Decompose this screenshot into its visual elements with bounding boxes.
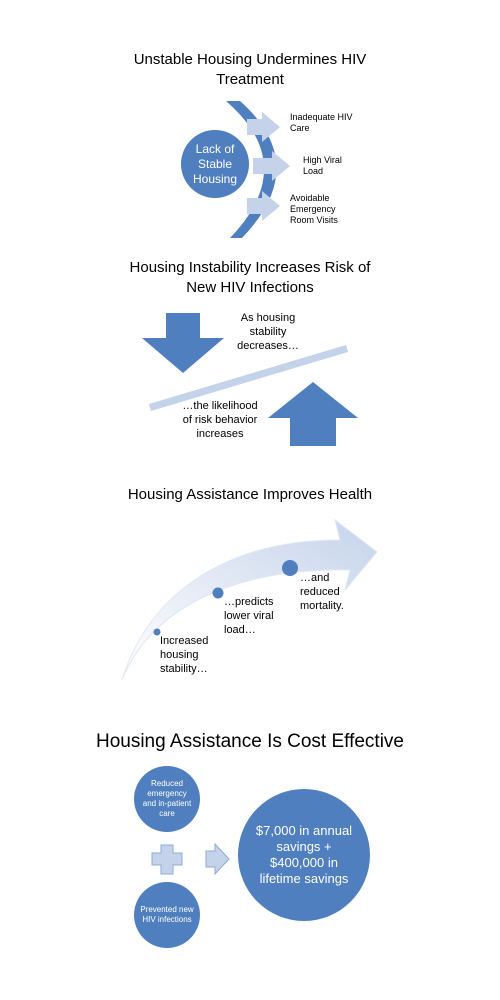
section3-title: Housing Assistance Improves Health — [127, 486, 373, 503]
up-arrow — [268, 382, 358, 446]
step-label-2: …predicts lower viral load… — [224, 596, 274, 636]
step-label-1: Increased housing stability… — [160, 635, 209, 675]
outcome-label-1: Inadequate HIV Care — [290, 112, 353, 133]
savings-label: $7,000 in annual savings + $400,000 in lifetime savings — [255, 823, 353, 886]
lack-of-housing-label: Lack of Stable Housing — [192, 141, 238, 186]
outcome-label-2: High Viral Load — [303, 155, 342, 176]
top-statement: As housing stability decreases… — [237, 312, 299, 352]
section2-title: Housing Instability Increases Risk of New HIV Infections — [129, 259, 371, 296]
bottom-statement: …the likelihood of risk behavior increases — [182, 400, 258, 440]
result-arrow — [206, 844, 229, 874]
step-dot-3 — [282, 560, 298, 576]
down-arrow — [142, 313, 224, 373]
step-dot-2 — [213, 588, 224, 599]
outcome-label-3: Avoidable Emergency Room Visits — [290, 193, 338, 225]
step-label-3: …and reduced mortality. — [300, 572, 344, 612]
section4-title: Housing Assistance Is Cost Effective — [95, 731, 405, 752]
section1-title: Unstable Housing Undermines HIV Treatment — [133, 51, 367, 88]
reduced-care-label: Reduced emergency and in-patient care — [142, 779, 192, 818]
plus-sign — [152, 845, 182, 874]
prevented-infections-label: Prevented new HIV infections — [140, 905, 194, 924]
